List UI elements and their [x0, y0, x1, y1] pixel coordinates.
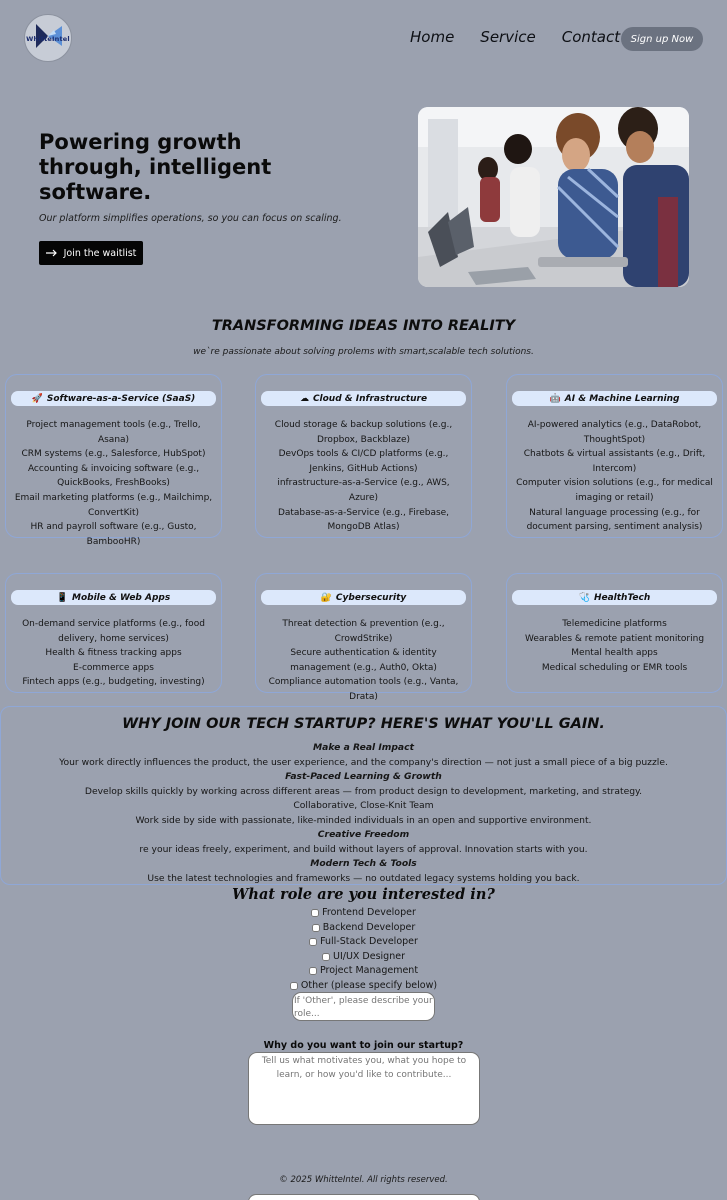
list-item: Threat detection & prevention (e.g., CrowdStrike)	[282, 619, 445, 644]
list-item: Computer vision solutions (e.g., for medical imaging or retail)	[516, 478, 713, 503]
bottom-input-edge[interactable]	[248, 1194, 480, 1200]
list-item: Email marketing platforms (e.g., Mailchimp, ConvertKit)	[14, 492, 213, 518]
role-option-other[interactable]	[0, 979, 727, 994]
join-waitlist-label: Join the waitlist	[63, 247, 137, 259]
other-role-input[interactable]	[292, 992, 435, 1021]
benefit-text: Work side by side with passionate, like-minded individuals in an open and supportive environment.	[135, 814, 592, 826]
list-item: DevOps tools & CI/CD platforms (e.g., Jenkins, GitHub Actions)	[278, 449, 449, 474]
card-header	[11, 590, 216, 605]
card-header	[261, 391, 466, 406]
card-healthtech	[506, 573, 723, 693]
card-mobile-web	[5, 573, 222, 693]
card-cybersecurity	[255, 573, 472, 702]
list-item: HR and payroll software (e.g., Gusto, BambooHR)	[30, 522, 197, 547]
role-option-frontend[interactable]	[0, 906, 727, 921]
arrow-right-icon	[46, 249, 58, 257]
card-header	[512, 590, 717, 605]
list-item: infrastructure-as-a-Service (e.g., AWS, Azure)	[277, 478, 450, 503]
card-cloud	[255, 374, 472, 538]
motivation-input[interactable]	[248, 1052, 480, 1125]
role-option-pm[interactable]	[0, 964, 727, 979]
signup-button[interactable]: Sign up Now	[621, 27, 703, 51]
why-join-title: WHY JOIN OUR TECH STARTUP? HERE'S WHAT YOU'LL GAIN.	[122, 716, 605, 732]
card-list	[256, 617, 471, 705]
list-item: Medical scheduling or EMR tools	[541, 662, 688, 673]
nav-home[interactable]: Home	[410, 28, 455, 46]
benefit-heading: Fast-Paced Learning & Growth	[285, 771, 442, 782]
list-item: AI-powered analytics (e.g., DataRobot, ThoughtSpot)	[527, 420, 702, 445]
why-join-list	[0, 741, 727, 886]
list-item: Health & fitness tracking apps	[45, 648, 182, 659]
list-item: On-demand service platforms (e.g., food delivery, home services)	[22, 619, 205, 644]
card-list	[507, 617, 722, 675]
list-item: Natural language processing (e.g., for document parsing, sentiment analysis)	[526, 507, 703, 533]
card-title: Mobile & Web Apps	[72, 592, 171, 603]
role-question: What role are you interested in?	[232, 886, 495, 903]
card-list	[256, 418, 471, 535]
benefit-text: re your ideas freely, experiment, and build without layers of approval. Innovation starts with you.	[139, 843, 588, 855]
robot-icon: 🤖	[549, 393, 561, 404]
list-item: Database-as-a-Service (e.g., Firebase, MongoDB Atlas)	[277, 507, 450, 533]
footer-copyright: © 2025 WhitteIntel. All rights reserved.	[279, 1175, 448, 1185]
card-title: AI & Machine Learning	[564, 393, 680, 404]
cloud-icon: ☁	[299, 393, 309, 404]
stethoscope-icon: 🩺	[578, 592, 590, 603]
mobile-phone-icon: 📱	[56, 592, 68, 603]
list-item: CRM systems (e.g., Salesforce, HubSpot)	[21, 449, 206, 460]
benefit-heading: Creative Freedom	[317, 829, 410, 840]
nav-service[interactable]: Service	[480, 28, 536, 46]
card-list	[6, 418, 221, 549]
nav-contact[interactable]: Contact	[561, 28, 621, 46]
role-label: Full-Stack Developer	[320, 936, 418, 947]
role-checkbox[interactable]	[312, 924, 320, 932]
card-saas	[5, 374, 222, 547]
list-item: Fintech apps (e.g., budgeting, investing)	[22, 677, 205, 688]
role-label: Other (please specify below)	[300, 979, 438, 991]
role-label: UI/UX Designer	[333, 950, 405, 962]
benefit-heading: Modern Tech & Tools	[310, 858, 417, 869]
role-label: Backend Developer	[322, 921, 416, 933]
role-option-fullstack[interactable]	[0, 935, 727, 950]
hero-title: Powering growth through, intelligent software.	[39, 130, 272, 204]
transform-title: TRANSFORMING IDEAS INTO REALITY	[211, 318, 516, 334]
motivation-question: Why do you want to join our startup?	[263, 1040, 464, 1051]
card-header	[512, 391, 717, 406]
role-checkbox[interactable]	[309, 967, 317, 975]
role-label: Frontend Developer	[322, 907, 416, 918]
benefit-heading: Collaborative, Close-Knit Team	[293, 800, 434, 811]
card-title: HealthTech	[593, 592, 651, 603]
role-checkbox[interactable]	[311, 909, 319, 917]
list-item: Accounting & invoicing software (e.g., QuickBooks, FreshBooks)	[27, 463, 200, 489]
benefit-heading: Make a Real Impact	[313, 742, 414, 753]
role-options	[0, 906, 727, 993]
list-item: Cloud storage & backup solutions (e.g., Dropbox, Backblaze)	[274, 420, 453, 445]
logo[interactable]	[24, 14, 72, 62]
role-checkbox[interactable]	[290, 982, 298, 990]
card-header	[11, 391, 216, 406]
rocket-icon: 🚀	[31, 393, 43, 404]
list-item: Secure authentication & identity management (e.g., Auth0, Okta)	[290, 648, 437, 673]
students-laptops-illustration	[418, 107, 689, 287]
hero-image	[418, 107, 689, 287]
transform-subtitle: we`re passionate about solving prolems with smart,scalable tech solutions.	[193, 347, 534, 357]
logo-text: WhitteIntel	[26, 35, 70, 43]
benefit-text: Your work directly influences the product, the user experience, and the company's direction — not just a small piece of a big puzzle.	[59, 756, 668, 768]
list-item: Mental health apps	[571, 648, 658, 659]
benefit-text: Develop skills quickly by working across different areas — from product design to development, marketing, and strategy.	[84, 785, 643, 797]
card-title: Cybersecurity	[335, 592, 407, 603]
list-item: Compliance automation tools (e.g., Vanta, Drata)	[268, 677, 459, 702]
benefit-text: Use the latest technologies and frameworks — no outdated legacy systems holding you back.	[147, 872, 580, 884]
card-list	[6, 617, 221, 690]
card-list	[507, 418, 722, 535]
card-title: Software-as-a-Service (SaaS)	[46, 393, 196, 404]
card-ai	[506, 374, 723, 538]
list-item: E-commerce apps	[73, 662, 154, 673]
card-title: Cloud & Infrastructure	[312, 393, 428, 404]
role-checkbox[interactable]	[309, 938, 317, 946]
list-item: Wearables & remote patient monitoring	[524, 633, 705, 644]
role-checkbox[interactable]	[322, 953, 330, 961]
list-item: Chatbots & virtual assistants (e.g., Drift, Intercom)	[523, 449, 706, 474]
list-item: Telemedicine platforms	[562, 619, 667, 629]
lock-icon: 🔐	[320, 592, 332, 603]
hero-subtitle: Our platform simplifies operations, so you can focus on scaling.	[39, 213, 342, 224]
role-label: Project Management	[319, 965, 419, 976]
list-item: Project management tools (e.g., Trello, Asana)	[26, 420, 201, 445]
card-header	[261, 590, 466, 605]
role-option-uiux[interactable]	[0, 950, 727, 965]
main-nav	[410, 28, 620, 46]
role-option-backend[interactable]	[0, 921, 727, 936]
join-waitlist-button[interactable]	[39, 241, 143, 265]
